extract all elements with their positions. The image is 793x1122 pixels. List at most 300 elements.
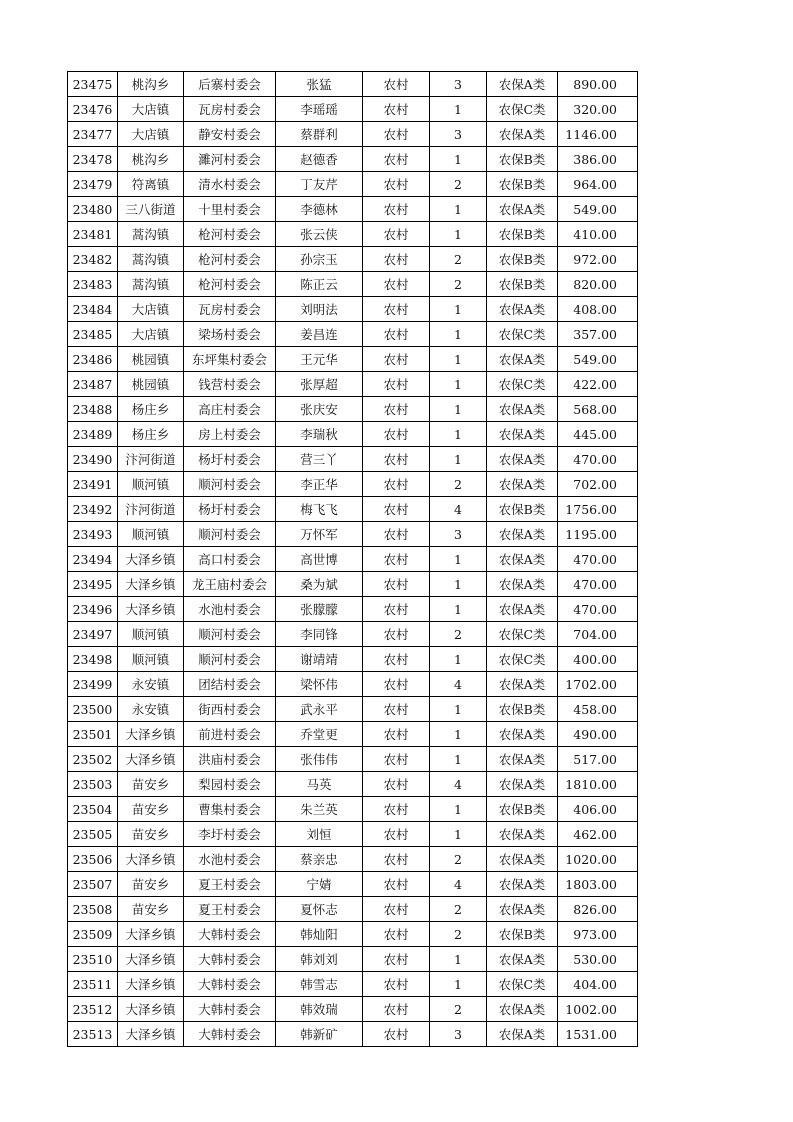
record-id-cell: 23509 (68, 922, 118, 947)
amount-cell: 1756.00 (558, 497, 638, 522)
area-type-cell: 农村 (363, 572, 430, 597)
name-cell: 刘明法 (276, 297, 363, 322)
record-id-cell: 23513 (68, 1022, 118, 1047)
amount-cell: 517.00 (558, 747, 638, 772)
record-id-cell: 23512 (68, 997, 118, 1022)
village-committee-cell: 顺河村委会 (184, 647, 276, 672)
name-cell: 李瑞秋 (276, 422, 363, 447)
village-committee-cell: 水池村委会 (184, 847, 276, 872)
name-cell: 姜昌连 (276, 322, 363, 347)
township-cell: 苗安乡 (118, 872, 184, 897)
village-committee-cell: 大韩村委会 (184, 997, 276, 1022)
insurance-class-cell: 农保A类 (487, 847, 558, 872)
amount-cell: 386.00 (558, 147, 638, 172)
table-row (68, 172, 638, 197)
record-id-cell: 23495 (68, 572, 118, 597)
township-cell: 桃园镇 (118, 347, 184, 372)
name-cell: 营三丫 (276, 447, 363, 472)
insurance-class-cell: 农保B类 (487, 172, 558, 197)
table-row (68, 472, 638, 497)
amount-cell: 490.00 (558, 722, 638, 747)
table-row (68, 822, 638, 847)
insurance-class-cell: 农保A类 (487, 897, 558, 922)
township-cell: 大泽乡镇 (118, 547, 184, 572)
area-type-cell: 农村 (363, 222, 430, 247)
insurance-class-cell: 农保B类 (487, 497, 558, 522)
village-committee-cell: 濉河村委会 (184, 147, 276, 172)
township-cell: 大店镇 (118, 122, 184, 147)
village-committee-cell: 大韩村委会 (184, 947, 276, 972)
amount-cell: 410.00 (558, 222, 638, 247)
household-count-cell: 1 (430, 547, 487, 572)
village-committee-cell: 枪河村委会 (184, 222, 276, 247)
area-type-cell: 农村 (363, 297, 430, 322)
name-cell: 谢靖靖 (276, 647, 363, 672)
village-committee-cell: 街西村委会 (184, 697, 276, 722)
amount-cell: 462.00 (558, 822, 638, 847)
amount-cell: 1020.00 (558, 847, 638, 872)
township-cell: 大店镇 (118, 97, 184, 122)
table-row (68, 747, 638, 772)
amount-cell: 470.00 (558, 572, 638, 597)
record-id-cell: 23503 (68, 772, 118, 797)
table-row (68, 347, 638, 372)
township-cell: 大泽乡镇 (118, 922, 184, 947)
amount-cell: 890.00 (558, 72, 638, 97)
insurance-class-cell: 农保A类 (487, 747, 558, 772)
record-id-cell: 23493 (68, 522, 118, 547)
table-row (68, 372, 638, 397)
insurance-class-cell: 农保B类 (487, 697, 558, 722)
area-type-cell: 农村 (363, 672, 430, 697)
name-cell: 梅飞飞 (276, 497, 363, 522)
name-cell: 张朦朦 (276, 597, 363, 622)
area-type-cell: 农村 (363, 897, 430, 922)
village-committee-cell: 瓦房村委会 (184, 297, 276, 322)
area-type-cell: 农村 (363, 847, 430, 872)
area-type-cell: 农村 (363, 547, 430, 572)
household-count-cell: 1 (430, 722, 487, 747)
household-count-cell: 1 (430, 797, 487, 822)
table-row (68, 397, 638, 422)
village-committee-cell: 梁场村委会 (184, 322, 276, 347)
record-id-cell: 23479 (68, 172, 118, 197)
amount-cell: 973.00 (558, 922, 638, 947)
insurance-class-cell: 农保A类 (487, 422, 558, 447)
village-committee-cell: 洪庙村委会 (184, 747, 276, 772)
insurance-class-cell: 农保A类 (487, 572, 558, 597)
amount-cell: 1146.00 (558, 122, 638, 147)
record-id-cell: 23481 (68, 222, 118, 247)
record-id-cell: 23475 (68, 72, 118, 97)
insurance-class-cell: 农保A类 (487, 947, 558, 972)
name-cell: 朱兰英 (276, 797, 363, 822)
village-committee-cell: 龙王庙村委会 (184, 572, 276, 597)
name-cell: 张伟伟 (276, 747, 363, 772)
table-row (68, 572, 638, 597)
table-row (68, 922, 638, 947)
name-cell: 李同锋 (276, 622, 363, 647)
record-id-cell: 23508 (68, 897, 118, 922)
amount-cell: 406.00 (558, 797, 638, 822)
household-count-cell: 1 (430, 447, 487, 472)
insurance-class-cell: 农保C类 (487, 622, 558, 647)
village-committee-cell: 清水村委会 (184, 172, 276, 197)
table-row (68, 697, 638, 722)
village-committee-cell: 高口村委会 (184, 547, 276, 572)
name-cell: 孙宗玉 (276, 247, 363, 272)
township-cell: 大店镇 (118, 297, 184, 322)
household-count-cell: 1 (430, 422, 487, 447)
township-cell: 大泽乡镇 (118, 1022, 184, 1047)
record-id-cell: 23497 (68, 622, 118, 647)
insurance-class-cell: 农保B类 (487, 222, 558, 247)
township-cell: 杨庄乡 (118, 422, 184, 447)
township-cell: 桃沟乡 (118, 147, 184, 172)
table-row (68, 97, 638, 122)
township-cell: 大泽乡镇 (118, 597, 184, 622)
insurance-class-cell: 农保A类 (487, 197, 558, 222)
village-committee-cell: 顺河村委会 (184, 472, 276, 497)
name-cell: 宁婧 (276, 872, 363, 897)
township-cell: 苗安乡 (118, 797, 184, 822)
insurance-class-cell: 农保C类 (487, 322, 558, 347)
insurance-class-cell: 农保C类 (487, 97, 558, 122)
amount-cell: 1195.00 (558, 522, 638, 547)
township-cell: 大泽乡镇 (118, 972, 184, 997)
village-committee-cell: 钱营村委会 (184, 372, 276, 397)
name-cell: 韩新矿 (276, 1022, 363, 1047)
table-row (68, 247, 638, 272)
table-row (68, 297, 638, 322)
insurance-class-cell: 农保B类 (487, 147, 558, 172)
record-id-cell: 23490 (68, 447, 118, 472)
household-count-cell: 1 (430, 222, 487, 247)
township-cell: 大泽乡镇 (118, 997, 184, 1022)
name-cell: 蔡群利 (276, 122, 363, 147)
record-id-cell: 23500 (68, 697, 118, 722)
township-cell: 顺河镇 (118, 622, 184, 647)
record-id-cell: 23487 (68, 372, 118, 397)
name-cell: 李正华 (276, 472, 363, 497)
insurance-class-cell: 农保A类 (487, 522, 558, 547)
village-committee-cell: 梨园村委会 (184, 772, 276, 797)
table-row (68, 597, 638, 622)
name-cell: 梁怀伟 (276, 672, 363, 697)
area-type-cell: 农村 (363, 997, 430, 1022)
record-id-cell: 23488 (68, 397, 118, 422)
household-count-cell: 4 (430, 497, 487, 522)
record-id-cell: 23489 (68, 422, 118, 447)
name-cell: 李瑶瑶 (276, 97, 363, 122)
area-type-cell: 农村 (363, 372, 430, 397)
table-row (68, 622, 638, 647)
village-committee-cell: 杨圩村委会 (184, 447, 276, 472)
village-committee-cell: 枪河村委会 (184, 247, 276, 272)
name-cell: 蔡亲忠 (276, 847, 363, 872)
table-row (68, 147, 638, 172)
name-cell: 韩雪志 (276, 972, 363, 997)
household-count-cell: 1 (430, 697, 487, 722)
amount-cell: 357.00 (558, 322, 638, 347)
insurance-class-cell: 农保B类 (487, 272, 558, 297)
insurance-class-cell: 农保B类 (487, 797, 558, 822)
table-row (68, 897, 638, 922)
table-row (68, 647, 638, 672)
area-type-cell: 农村 (363, 772, 430, 797)
household-count-cell: 2 (430, 472, 487, 497)
table-row (68, 497, 638, 522)
household-count-cell: 3 (430, 1022, 487, 1047)
record-id-cell: 23511 (68, 972, 118, 997)
record-id-cell: 23502 (68, 747, 118, 772)
household-count-cell: 2 (430, 897, 487, 922)
household-count-cell: 3 (430, 122, 487, 147)
amount-cell: 530.00 (558, 947, 638, 972)
village-committee-cell: 前进村委会 (184, 722, 276, 747)
area-type-cell: 农村 (363, 797, 430, 822)
record-id-cell: 23507 (68, 872, 118, 897)
area-type-cell: 农村 (363, 72, 430, 97)
amount-cell: 400.00 (558, 647, 638, 672)
record-id-cell: 23478 (68, 147, 118, 172)
insurance-class-cell: 农保C类 (487, 372, 558, 397)
area-type-cell: 农村 (363, 922, 430, 947)
amount-cell: 445.00 (558, 422, 638, 447)
household-count-cell: 1 (430, 822, 487, 847)
area-type-cell: 农村 (363, 597, 430, 622)
area-type-cell: 农村 (363, 247, 430, 272)
amount-cell: 404.00 (558, 972, 638, 997)
area-type-cell: 农村 (363, 697, 430, 722)
household-count-cell: 2 (430, 847, 487, 872)
township-cell: 苗安乡 (118, 897, 184, 922)
household-count-cell: 1 (430, 347, 487, 372)
record-id-cell: 23482 (68, 247, 118, 272)
village-committee-cell: 顺河村委会 (184, 622, 276, 647)
village-committee-cell: 东坪集村委会 (184, 347, 276, 372)
name-cell: 高世博 (276, 547, 363, 572)
insurance-class-cell: 农保B类 (487, 922, 558, 947)
village-committee-cell: 夏王村委会 (184, 897, 276, 922)
household-count-cell: 3 (430, 522, 487, 547)
name-cell: 陈正云 (276, 272, 363, 297)
amount-cell: 458.00 (558, 697, 638, 722)
table-row (68, 772, 638, 797)
insurance-class-cell: 农保A类 (487, 1022, 558, 1047)
area-type-cell: 农村 (363, 972, 430, 997)
area-type-cell: 农村 (363, 647, 430, 672)
table-row (68, 122, 638, 147)
amount-cell: 1702.00 (558, 672, 638, 697)
amount-cell: 964.00 (558, 172, 638, 197)
area-type-cell: 农村 (363, 172, 430, 197)
record-id-cell: 23494 (68, 547, 118, 572)
insurance-class-cell: 农保A类 (487, 297, 558, 322)
area-type-cell: 农村 (363, 322, 430, 347)
household-count-cell: 1 (430, 147, 487, 172)
area-type-cell: 农村 (363, 422, 430, 447)
township-cell: 蒿沟镇 (118, 222, 184, 247)
area-type-cell: 农村 (363, 447, 430, 472)
household-count-cell: 2 (430, 622, 487, 647)
amount-cell: 1810.00 (558, 772, 638, 797)
township-cell: 蒿沟镇 (118, 272, 184, 297)
household-count-cell: 1 (430, 572, 487, 597)
household-count-cell: 1 (430, 972, 487, 997)
household-count-cell: 4 (430, 872, 487, 897)
household-count-cell: 4 (430, 672, 487, 697)
amount-cell: 470.00 (558, 447, 638, 472)
record-id-cell: 23483 (68, 272, 118, 297)
name-cell: 马英 (276, 772, 363, 797)
village-committee-cell: 枪河村委会 (184, 272, 276, 297)
table-row (68, 272, 638, 297)
insurance-class-cell: 农保A类 (487, 122, 558, 147)
township-cell: 顺河镇 (118, 472, 184, 497)
township-cell: 苗安乡 (118, 822, 184, 847)
name-cell: 王元华 (276, 347, 363, 372)
table-row (68, 847, 638, 872)
household-count-cell: 1 (430, 947, 487, 972)
township-cell: 杨庄乡 (118, 397, 184, 422)
area-type-cell: 农村 (363, 197, 430, 222)
amount-cell: 549.00 (558, 347, 638, 372)
record-id-cell: 23501 (68, 722, 118, 747)
household-count-cell: 2 (430, 247, 487, 272)
record-id-cell: 23504 (68, 797, 118, 822)
insurance-class-cell: 农保A类 (487, 447, 558, 472)
township-cell: 蒿沟镇 (118, 247, 184, 272)
table-row (68, 722, 638, 747)
table-row (68, 997, 638, 1022)
amount-cell: 422.00 (558, 372, 638, 397)
amount-cell: 568.00 (558, 397, 638, 422)
village-committee-cell: 团结村委会 (184, 672, 276, 697)
amount-cell: 470.00 (558, 597, 638, 622)
amount-cell: 549.00 (558, 197, 638, 222)
name-cell: 夏怀志 (276, 897, 363, 922)
record-id-cell: 23491 (68, 472, 118, 497)
area-type-cell: 农村 (363, 747, 430, 772)
township-cell: 大泽乡镇 (118, 947, 184, 972)
insurance-class-cell: 农保A类 (487, 872, 558, 897)
record-id-cell: 23476 (68, 97, 118, 122)
area-type-cell: 农村 (363, 497, 430, 522)
household-count-cell: 1 (430, 647, 487, 672)
area-type-cell: 农村 (363, 822, 430, 847)
village-committee-cell: 大韩村委会 (184, 1022, 276, 1047)
household-count-cell: 1 (430, 322, 487, 347)
household-count-cell: 2 (430, 922, 487, 947)
insurance-class-cell: 农保C类 (487, 972, 558, 997)
insurance-class-cell: 农保B类 (487, 247, 558, 272)
insurance-class-cell: 农保A类 (487, 72, 558, 97)
area-type-cell: 农村 (363, 347, 430, 372)
name-cell: 韩效瑞 (276, 997, 363, 1022)
area-type-cell: 农村 (363, 97, 430, 122)
record-id-cell: 23492 (68, 497, 118, 522)
township-cell: 三八街道 (118, 197, 184, 222)
records-table-body (68, 72, 638, 1047)
table-row (68, 447, 638, 472)
table-row (68, 222, 638, 247)
name-cell: 乔堂更 (276, 722, 363, 747)
record-id-cell: 23485 (68, 322, 118, 347)
name-cell: 张厚超 (276, 372, 363, 397)
table-row (68, 872, 638, 897)
name-cell: 李德林 (276, 197, 363, 222)
insurance-class-cell: 农保A类 (487, 997, 558, 1022)
amount-cell: 820.00 (558, 272, 638, 297)
name-cell: 韩灿阳 (276, 922, 363, 947)
amount-cell: 470.00 (558, 547, 638, 572)
township-cell: 大泽乡镇 (118, 722, 184, 747)
area-type-cell: 农村 (363, 872, 430, 897)
household-count-cell: 1 (430, 597, 487, 622)
township-cell: 顺河镇 (118, 522, 184, 547)
name-cell: 万怀军 (276, 522, 363, 547)
township-cell: 永安镇 (118, 672, 184, 697)
village-committee-cell: 杨圩村委会 (184, 497, 276, 522)
record-id-cell: 23506 (68, 847, 118, 872)
township-cell: 符离镇 (118, 172, 184, 197)
name-cell: 韩刘刘 (276, 947, 363, 972)
amount-cell: 1531.00 (558, 1022, 638, 1047)
insurance-class-cell: 农保C类 (487, 647, 558, 672)
household-count-cell: 1 (430, 397, 487, 422)
insurance-class-cell: 农保A类 (487, 722, 558, 747)
name-cell: 赵德香 (276, 147, 363, 172)
table-row (68, 547, 638, 572)
household-count-cell: 2 (430, 172, 487, 197)
record-id-cell: 23510 (68, 947, 118, 972)
table-row (68, 947, 638, 972)
amount-cell: 408.00 (558, 297, 638, 322)
insurance-class-cell: 农保A类 (487, 347, 558, 372)
township-cell: 顺河镇 (118, 647, 184, 672)
table-row (68, 797, 638, 822)
area-type-cell: 农村 (363, 272, 430, 297)
village-committee-cell: 顺河村委会 (184, 522, 276, 547)
village-committee-cell: 曹集村委会 (184, 797, 276, 822)
township-cell: 汴河街道 (118, 447, 184, 472)
insurance-class-cell: 农保A类 (487, 822, 558, 847)
village-committee-cell: 李圩村委会 (184, 822, 276, 847)
village-committee-cell: 房上村委会 (184, 422, 276, 447)
village-committee-cell: 后寨村委会 (184, 72, 276, 97)
village-committee-cell: 静安村委会 (184, 122, 276, 147)
table-row (68, 422, 638, 447)
household-count-cell: 1 (430, 97, 487, 122)
township-cell: 大店镇 (118, 322, 184, 347)
table-row (68, 1022, 638, 1047)
household-count-cell: 1 (430, 372, 487, 397)
table-row (68, 522, 638, 547)
township-cell: 大泽乡镇 (118, 747, 184, 772)
area-type-cell: 农村 (363, 147, 430, 172)
area-type-cell: 农村 (363, 947, 430, 972)
area-type-cell: 农村 (363, 397, 430, 422)
name-cell: 张庆安 (276, 397, 363, 422)
record-id-cell: 23496 (68, 597, 118, 622)
record-id-cell: 23480 (68, 197, 118, 222)
household-count-cell: 2 (430, 272, 487, 297)
insurance-class-cell: 农保A类 (487, 397, 558, 422)
township-cell: 大泽乡镇 (118, 847, 184, 872)
township-cell: 桃园镇 (118, 372, 184, 397)
table-row (68, 972, 638, 997)
